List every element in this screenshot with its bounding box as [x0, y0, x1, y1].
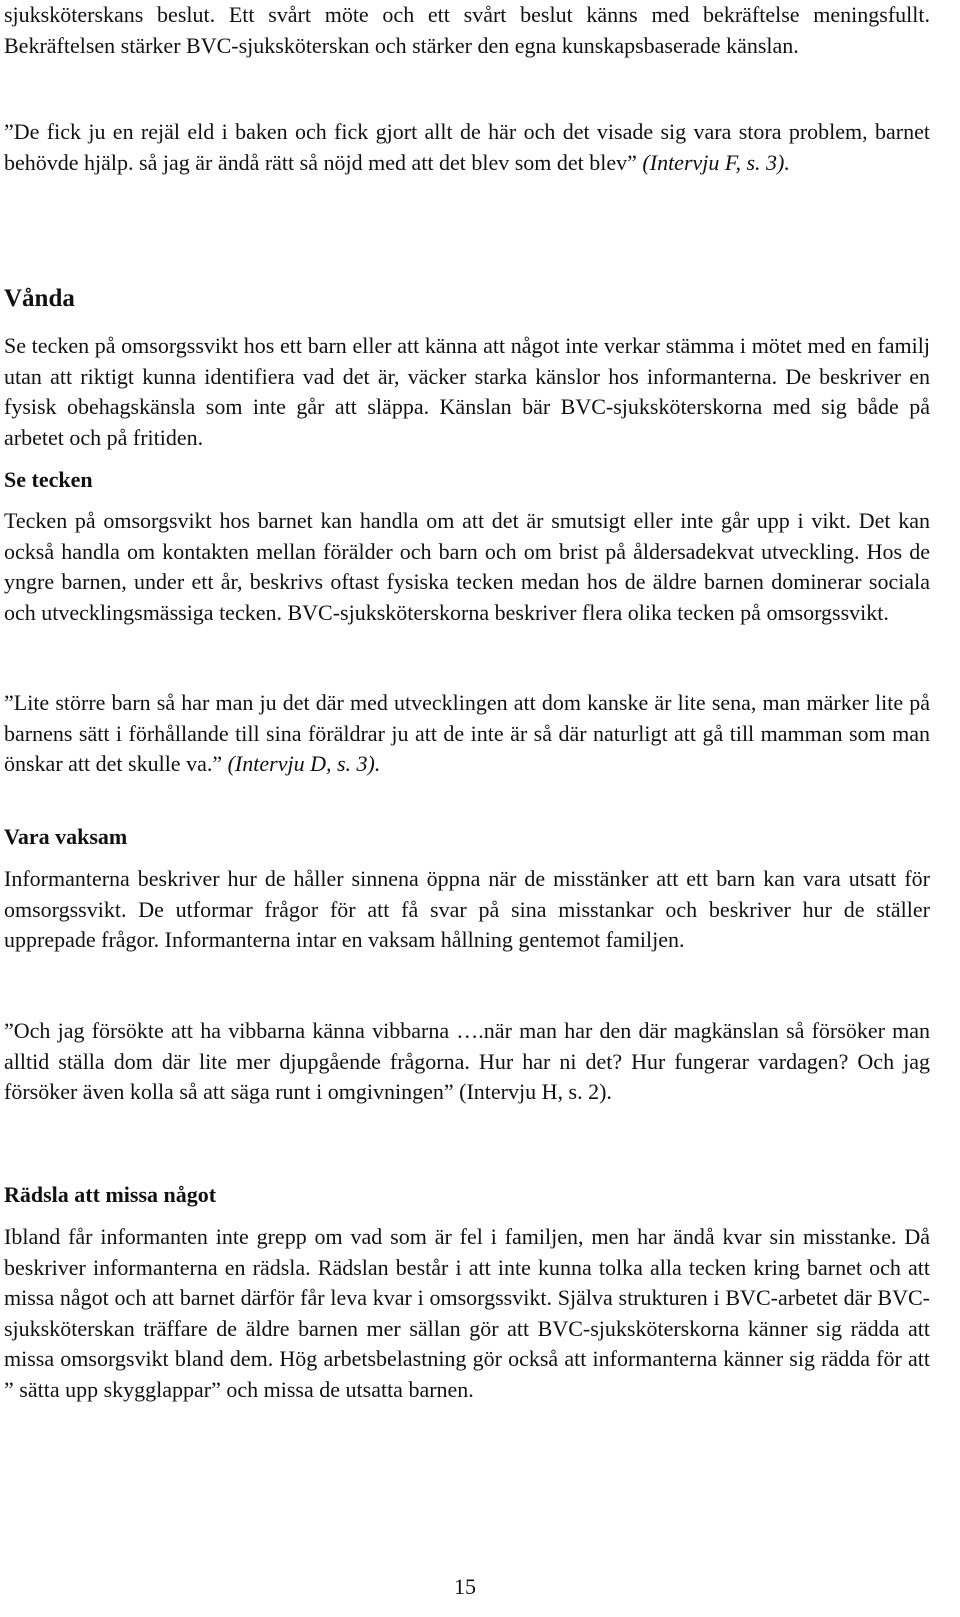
intro-paragraph: sjuksköterskans beslut. Ett svårt möte och ett svårt beslut känns med bekräftelse meningsfullt. Bekräftelsen stärker BVC-sjuksköterskan och stärker den egna kunskapsbaserade känslan.: [4, 2, 930, 58]
page-number: 15: [454, 1574, 476, 1599]
paragraph-vanda: Se tecken på omsorgssvikt hos ett barn eller att känna att något inte verkar stämma i mötet med en familj utan att riktigt kunna identifiera vad det är, väcker starka känslor hos informanterna. De beskriver en fysisk obehagskänsla som inte går att släppa. Känslan bär BVC-sjuksköterskorna med sig både på arbetet och på fritiden.: [4, 333, 930, 450]
quote-interview-h: ”Och jag försökte att ha vibbarna känna vibbarna ….när man har den där magkänslan så försöker man alltid ställa dom där lite mer djupgående frågorna. Hur har ni det? Hur fungerar vardagen? Och jag försöker även kolla så att säga runt i omgivningen” (Intervju H, s. 2).: [4, 1018, 930, 1104]
paragraph-radsla: Ibland får informanten inte grepp om vad som är fel i familjen, men har ändå kvar sin misstanke. Då beskriver informanterna en rädsla. Rädslan består i att inte kunna tolka alla tecken kring barnet och att missa något och att barnet därför får leva kvar i omsorgssvikt. Själva strukturen i BVC-arbetet där BVC-sjuksköterskan träffare de äldre barnen mer sällan gör att BVC-sjuksköterskorna känner sig rädda att missa omsorgsvikt bland dem. Hög arbetsbelastning gör också att informanterna känner sig rädda för att ” sätta upp skygglappar” och missa de utsatta barnen.: [4, 1224, 930, 1402]
quote-interview-f: [4, 117, 930, 178]
paragraph-se-tecken: Tecken på omsorgsvikt hos barnet kan handla om att det är smutsigt eller inte går upp i vikt. Det kan också handla om kontakten mellan förälder och barn och om brist på åldersadekvat utveckling. Hos de yngre barnen, under ett år, beskrivs oftast fysiska tecken medan hos de äldre barnen dominerar sociala och utvecklingsmässiga tecken. BVC-sjuksköterskorna beskriver flera olika tecken på omsorgssvikt.: [4, 508, 930, 625]
paragraph-vara-vaksam: Informanterna beskriver hur de håller sinnena öppna när de misstänker att ett barn kan vara utsatt för omsorgssvikt. De utformar frågor för att få svar på sina misstankar och beskriver hur de ställer upprepade frågor. Informanterna intar en vaksam hållning gentemot familjen.: [4, 866, 930, 952]
heading-se-tecken: Se tecken: [4, 467, 93, 492]
quote-citation: (Intervju F, s. 3).: [642, 149, 790, 175]
quote-interview-d: [4, 688, 930, 780]
heading-vanda: Vånda: [4, 285, 75, 312]
heading-radsla: Rädsla att missa något: [4, 1182, 217, 1207]
quote-text: ”Lite större barn så har man ju det där med utvecklingen att dom kanske är lite sena, man märker lite på barnens sätt i förhållande till sina föräldrar ju att de inte är så där naturligt att gå till mamman som man önskar att det skulle va.”: [4, 690, 930, 776]
heading-vara-vaksam: Vara vaksam: [4, 824, 128, 849]
quote-text: ”De fick ju en rejäl eld i baken och fick gjort allt de här och det visade sig vara stora problem, barnet behövde hjälp. så jag är ändå rätt så nöjd med att det blev som det blev”: [4, 119, 930, 175]
quote-citation: (Intervju D, s. 3).: [227, 751, 381, 776]
